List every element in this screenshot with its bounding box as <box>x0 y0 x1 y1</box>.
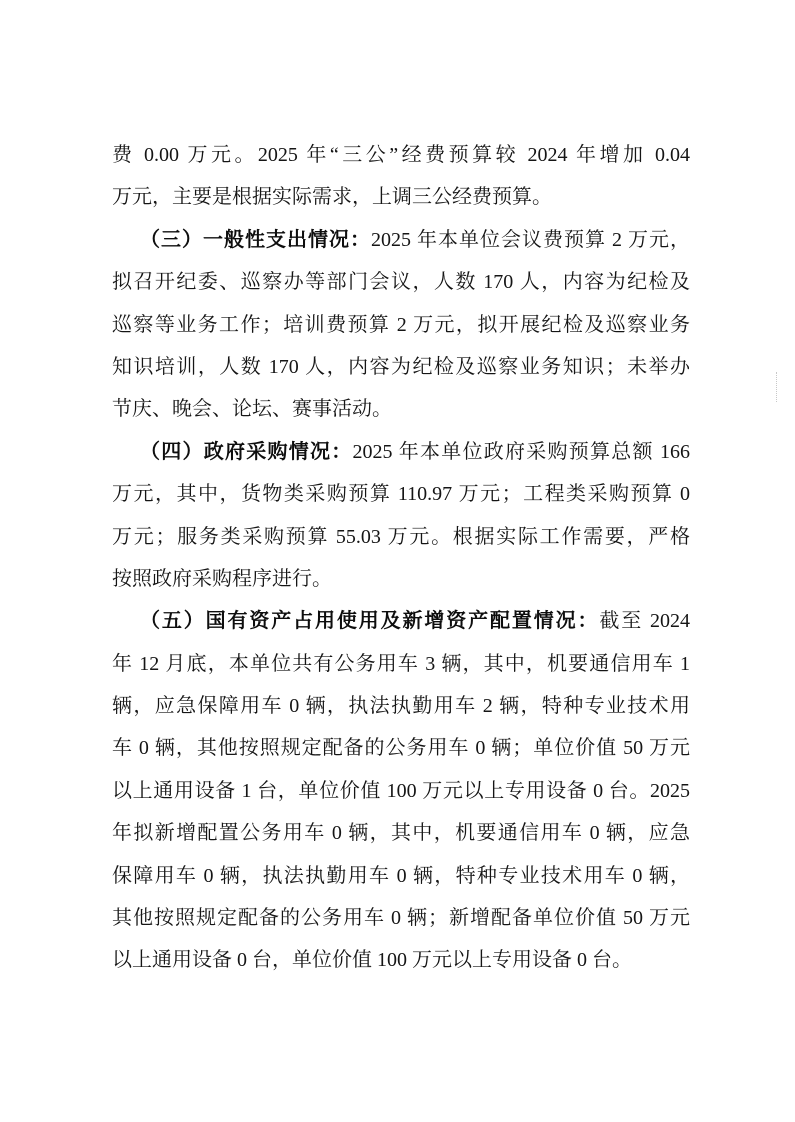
paragraph-government-procurement <box>112 431 690 601</box>
scan-edge-mark <box>776 372 777 402</box>
text-line: 按照政府采购程序进行。 <box>112 567 332 590</box>
text-line: 费 0.00 万元。2025 年“三公”经费预算较 2024 年增加 0.04 <box>112 144 690 166</box>
text-line: 其他按照规定配备的公务用车 0 辆；新增配备单位价值 50 万元 <box>112 907 690 930</box>
text-line: 节庆、晚会、论坛、赛事活动。 <box>112 398 392 421</box>
text-line: 年 12 月底，本单位共有公务用车 3 辆，其中，机要通信用车 1 <box>112 652 690 675</box>
text-line <box>112 431 690 473</box>
text-line: 车 0 辆，其他按照规定配备的公务用车 0 辆；单位价值 50 万元 <box>112 737 690 760</box>
text-line: 知识培训，人数 170 人，内容为纪检及巡察业务知识；未举办 <box>112 355 690 378</box>
text-line: 以上通用设备 0 台，单位价值 100 万元以上专用设备 0 台。 <box>112 949 632 972</box>
section-heading: （三）一般性支出情况： <box>140 228 371 251</box>
text-line: 年拟新增配置公务用车 0 辆，其中，机要通信用车 0 辆，应急 <box>112 822 690 845</box>
document-body <box>112 134 690 982</box>
paragraph-general-expenditure <box>112 219 690 431</box>
text-line: 以上通用设备 1 台，单位价值 100 万元以上专用设备 0 台。2025 <box>112 779 690 802</box>
section-text: 截至 2024 <box>599 610 690 633</box>
section-text: 2025 年本单位会议费预算 2 万元， <box>371 228 690 251</box>
text-line: 拟召开纪委、巡察办等部门会议，人数 170 人，内容为纪检及 <box>112 271 690 294</box>
text-line: 辆，应急保障用车 0 辆，执法执勤用车 2 辆，特种专业技术用 <box>112 695 690 718</box>
text-line: 万元，主要是根据实际需求，上调三公经费预算。 <box>112 186 552 209</box>
section-heading: （四）政府采购情况： <box>140 440 353 463</box>
section-text: 2025 年本单位政府采购预算总额 166 <box>352 440 690 463</box>
text-line <box>112 600 690 642</box>
paragraph-state-owned-assets <box>112 600 690 982</box>
text-line: 万元；服务类采购预算 55.03 万元。根据实际工作需要，严格 <box>112 525 690 548</box>
text-line: 巡察等业务工作；培训费预算 2 万元，拟开展纪检及巡察业务 <box>112 313 690 336</box>
paragraph-three-public-expenses <box>112 134 690 219</box>
text-line: 保障用车 0 辆，执法执勤用车 0 辆，特种专业技术用车 0 辆， <box>112 864 690 887</box>
section-heading: （五）国有资产占用使用及新增资产配置情况： <box>140 610 600 633</box>
text-line <box>112 219 690 261</box>
text-line: 万元，其中，货物类采购预算 110.97 万元；工程类采购预算 0 <box>112 483 690 506</box>
